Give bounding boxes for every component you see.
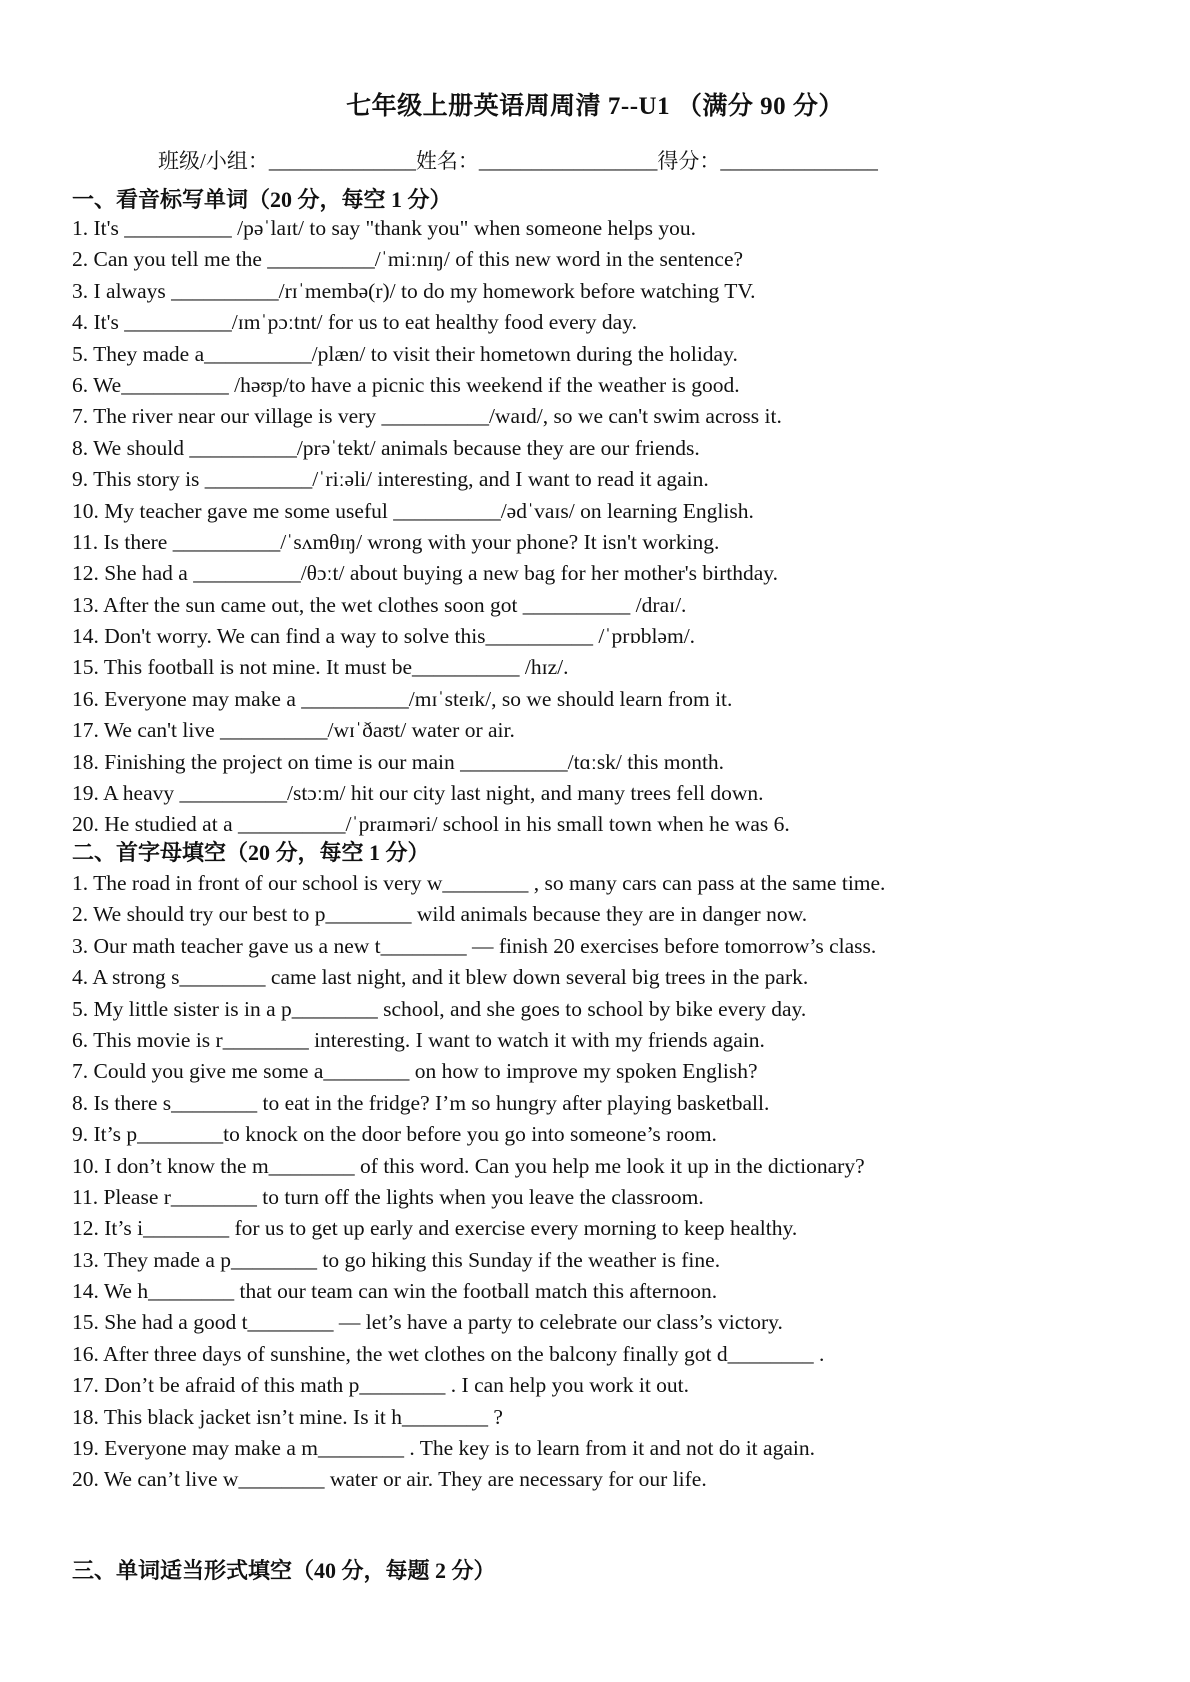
question-item: 13. They made a p________ to go hiking this Sunday if the weather is fine. <box>72 1247 721 1272</box>
question-item: 2. We should try our best to p________ wild animals because they are in danger now. <box>72 902 808 927</box>
question-item: 14. We h________ that our team can win the football match this afternoon. <box>72 1279 718 1304</box>
score-label: 得分： <box>657 149 721 173</box>
question-item: 5. They made a__________/plæn/ to visit their hometown during the holiday. <box>72 341 738 366</box>
question-item: 7. The river near our village is very __________/waɪd/, so we can't swim across it. <box>72 404 782 429</box>
class-label: 班级/小组： <box>158 149 269 173</box>
question-item: 10. I don’t know the m________ of this word. Can you help me look it up in the dictionary? <box>72 1153 865 1178</box>
question-item: 17. We can't live __________/wɪˈðaʊt/ water or air. <box>72 718 515 743</box>
question-item: 2. Can you tell me the __________/ˈmiːnɪŋ/ of this new word in the sentence? <box>72 247 744 272</box>
question-item: 10. My teacher gave me some useful __________/ədˈvaɪs/ on learning English. <box>72 498 754 523</box>
question-item: 5. My little sister is in a p________ school, and she goes to school by bike every day. <box>72 996 807 1021</box>
question-item: 16. Everyone may make a __________/mɪˈsteɪk/, so we should learn from it. <box>72 686 733 711</box>
question-item: 14. Don't worry. We can find a way to solve this__________ /ˈprɒbləm/. <box>72 624 696 649</box>
question-item: 17. Don’t be afraid of this math p________ . I can help you work it out. <box>72 1373 690 1398</box>
name-blank[interactable]: _________________ <box>478 149 658 173</box>
question-item: 1. It's __________ /pəˈlaɪt/ to say "thank you" when someone helps you. <box>72 216 696 240</box>
class-blank[interactable]: ______________ <box>268 149 416 173</box>
question-item: 11. Please r________ to turn off the lights when you leave the classroom. <box>72 1184 704 1209</box>
question-item: 3. Our math teacher gave us a new t________ — finish 20 exercises before tomorrow’s class. <box>72 933 877 958</box>
question-item: 19. A heavy __________/stɔːm/ hit our city last night, and many trees fell down. <box>72 781 764 806</box>
question-item: 18. This black jacket isn’t mine. Is it h________ ? <box>72 1404 503 1429</box>
question-item: 9. This story is __________/ˈriːəli/ interesting, and I want to read it again. <box>72 467 709 492</box>
section1-question-list <box>72 213 790 841</box>
question-item: 8. Is there s________ to eat in the fridge? I’m so hungry after playing basketball. <box>72 1090 770 1115</box>
student-info-line <box>158 145 878 175</box>
question-item: 13. After the sun came out, the wet clothes soon got __________ /draɪ/. <box>72 592 687 617</box>
question-item: 20. We can’t live w________ water or air. They are necessary for our life. <box>72 1467 707 1492</box>
question-item: 4. A strong s________ came last night, and it blew down several big trees in the park. <box>72 965 809 990</box>
section2-heading: 二、首字母填空（20 分，每空 1 分） <box>72 840 430 865</box>
question-item: 4. It's __________/ɪmˈpɔːtnt/ for us to eat healthy food every day. <box>72 310 637 335</box>
question-item: 6. This movie is r________ interesting. I want to watch it with my friends again. <box>72 1027 765 1052</box>
section1-heading: 一、看音标写单词（20 分，每空 1 分） <box>72 187 452 212</box>
question-item: 1. The road in front of our school is very w________ , so many cars can pass at the same time. <box>72 871 886 895</box>
page-title: 七年级上册英语周周清 7--U1 （满分 90 分） <box>346 93 844 120</box>
question-item: 7. Could you give me some a________ on how to improve my spoken English? <box>72 1059 758 1084</box>
question-item: 15. This football is not mine. It must be__________ /hɪz/. <box>72 655 569 680</box>
score-blank[interactable]: _______________ <box>720 149 878 173</box>
question-item: 3. I always __________/rɪˈmembə(r)/ to do my homework before watching TV. <box>72 278 756 303</box>
question-item: 15. She had a good t________ — let’s have a party to celebrate our class’s victory. <box>72 1310 783 1335</box>
section2-question-list <box>72 868 885 1496</box>
question-item: 11. Is there __________/ˈsʌmθɪŋ/ wrong with your phone? It isn't working. <box>72 529 720 554</box>
question-item: 19. Everyone may make a m________ . The key is to learn from it and not do it again. <box>72 1436 815 1461</box>
section3-heading: 三、单词适当形式填空（40 分，每题 2 分） <box>72 1558 496 1583</box>
question-item: 6. We__________ /həʊp/to have a picnic this weekend if the weather is good. <box>72 372 740 397</box>
name-label: 姓名： <box>415 149 479 173</box>
question-item: 18. Finishing the project on time is our main __________/tɑːsk/ this month. <box>72 749 725 774</box>
question-item: 20. He studied at a __________/ˈpraɪməri/ school in his small town when he was 6. <box>72 812 790 837</box>
question-item: 8. We should __________/prəˈtekt/ animals because they are our friends. <box>72 435 700 460</box>
question-item: 12. It’s i________ for us to get up early and exercise every morning to keep healthy. <box>72 1216 798 1241</box>
question-item: 9. It’s p________to knock on the door before you go into someone’s room. <box>72 1122 717 1147</box>
question-item: 12. She had a __________/θɔːt/ about buying a new bag for her mother's birthday. <box>72 561 779 586</box>
question-item: 16. After three days of sunshine, the wet clothes on the balcony finally got d________ . <box>72 1341 825 1366</box>
